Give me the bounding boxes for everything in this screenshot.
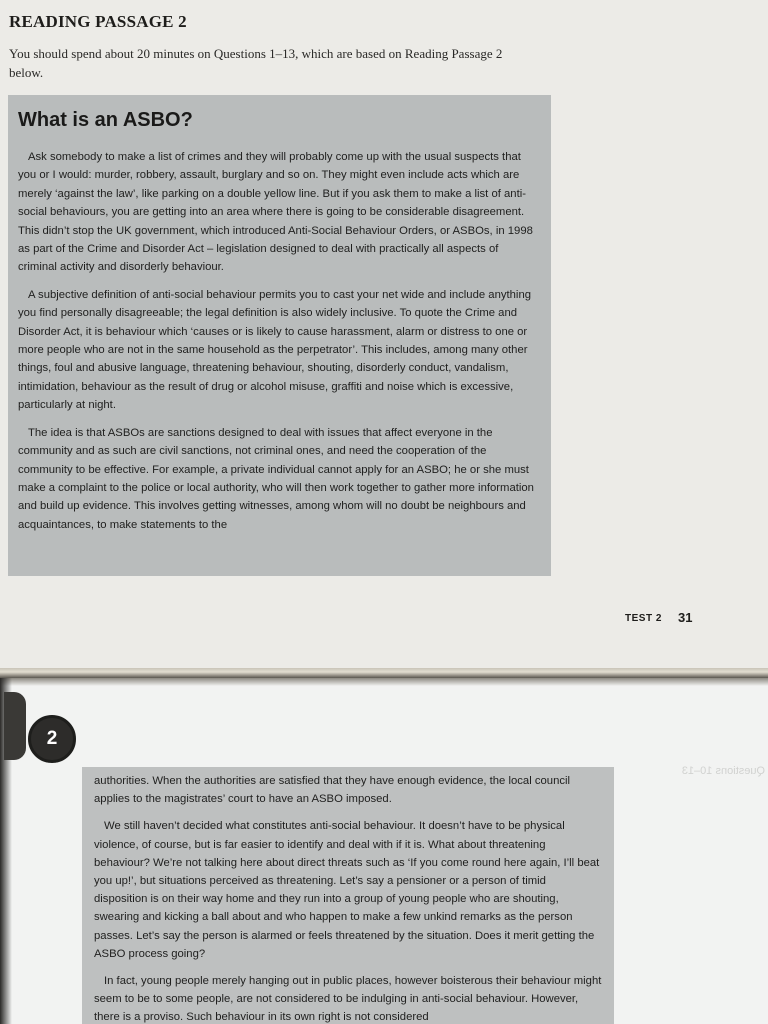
passage-box-continued — [82, 767, 614, 1024]
passage-paragraph: authorities. When the authorities are satisfied that they have enough evidence, the local council applies to the magistrates’ court to have an ASBO imposed. — [94, 775, 571, 806]
passage-paragraph: A subjective definition of anti-social behaviour permits you to cast your net wide and include anything you find personally disagreeable; the legal definition is also widely inclusive. To quote the Crime and Disorder Act, it is behaviour which ‘causes or is likely to cause harassment, alarm or distress to one or more people who are not in the same household as the perpetrator’. This includes, among many other things, foul and abusive language, threatening behaviour, shouting, disorderly conduct, vandalism, intimidation, behaviour as the result of drug or alcohol misuse, graffiti and noise which is excessive, particularly at night. — [18, 288, 532, 412]
page-edge-shadow — [0, 678, 768, 686]
passage-paragraph: Ask somebody to make a list of crimes and they will probably come up with the usual suspects that you or I would: murder, robbery, assault, burglary and so on. They might even include acts which are merely ‘against the law’, like parking on a double yellow line. But if you ask them to make a list of anti-social behaviours, you are getting into an area where there is going to be considerable disagreement. This didn’t stop the UK government, which introduced Anti-Social Behaviour Orders, or ASBOs, in 1998 as part of the Crime and Disorder Act – legislation designed to deal with practically all aspects of criminal activity and disorderly behaviour. — [18, 151, 533, 274]
passage-paragraph: In fact, young people merely hanging out in public places, however boisterous their behaviour might seem to be to some people, are not considered to be indulging in anti-social behaviour. However, there is a proviso. Such behaviour in its own right is not considered — [94, 975, 602, 1024]
passage-number-badge: 2 — [28, 715, 76, 763]
footer-page-number: 31 — [678, 610, 693, 625]
section-heading: READING PASSAGE 2 — [9, 12, 187, 31]
instructions-text: You should spend about 20 minutes on Questions 1–13, which are based on Reading Passage 2 below. — [9, 46, 503, 80]
passage-box — [8, 95, 551, 576]
show-through-text: Questions 10–13 — [681, 765, 765, 777]
bottom-page — [0, 678, 768, 1024]
passage-paragraph: We still haven’t decided what constitutes anti-social behaviour. It doesn’t have to be physical violence, of course, but is far easier to identify and deal with if it is. What about threatening behaviour? We’re not talking here about direct threats such as ‘If you come round here again, I’ll beat you up!’, but situations perceived as threatening. Let’s say a pensioner or a person of timid disposition is on their way home and they run into a group of young people who are shouting, swearing and kicking a ball about and who happen to make a few unkind remarks as the person passes. Let’s say the person is alarmed or feels threatened by the situation. Does it merit getting the ASBO process going? — [94, 820, 600, 960]
page-tab — [4, 692, 26, 760]
page-divider — [0, 668, 768, 678]
passage-paragraph: The idea is that ASBOs are sanctions designed to deal with issues that affect everyone in the community and as such are civil sanctions, not criminal ones, and need the cooperation of the community to be effective. For example, a private individual cannot apply for an ASBO; he or she must make a complaint to the police or local authority, who will then work together to gather more information and build up evidence. This involves getting witnesses, among whom will no doubt be neighbours and acquaintances, to make statements to the — [18, 426, 534, 531]
passage-title: What is an ASBO? — [18, 109, 193, 131]
footer-test-label: TEST 2 — [625, 613, 662, 624]
